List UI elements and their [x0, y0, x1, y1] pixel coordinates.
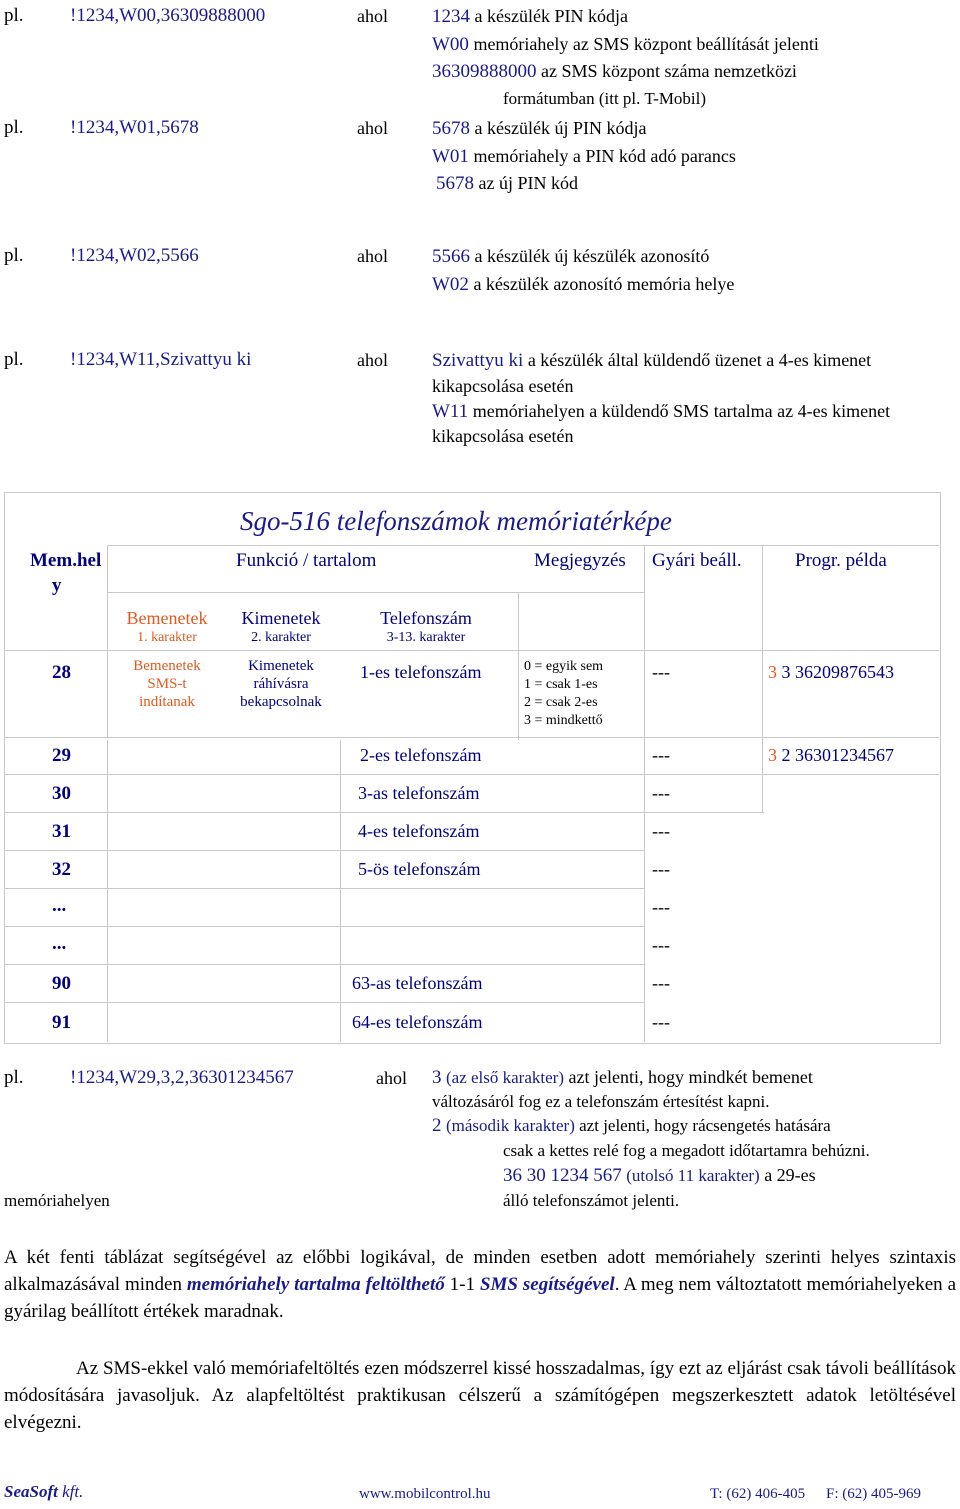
- megjegyzes-header: Megjegyzés: [534, 550, 626, 571]
- example-3-ahol: ahol: [357, 246, 388, 266]
- example-1-command: !1234,W00,36309888000: [70, 5, 266, 26]
- kimenetek-subheader: Kimenetek: [241, 608, 321, 628]
- memory-map-table: [4, 492, 941, 1044]
- row-28-note-1: 0 = egyik sem: [524, 659, 604, 674]
- row-gyari: ---: [652, 1012, 670, 1032]
- example-3-line-1: 5566 a készülék új készülék azonosító: [432, 246, 710, 267]
- example-5-line-1: 3 (az első karakter) azt jelenti, hogy mindkét bemenet: [432, 1067, 813, 1088]
- example-2-line-2: W01 memóriahely a PIN kód adó parancs: [432, 146, 736, 167]
- example-5-line-4: csak a kettes relé fog a megadott időtartamra behúzni.: [503, 1141, 870, 1160]
- example-5-line-5: 36 30 1234 567 (utolsó 11 karakter) a 29-es: [503, 1165, 816, 1186]
- row-tel: 2-es telefonszám: [360, 745, 482, 765]
- row-gyari: ---: [652, 973, 670, 993]
- row-gyari: ---: [652, 859, 670, 879]
- row-28-note-4: 3 = mindkettő: [524, 713, 603, 728]
- example-2-line-3: 5678 az új PIN kód: [436, 173, 578, 194]
- example-4-line-1: Szivattyu ki a készülék által küldendő üzenet a 4-es kimenet: [432, 350, 872, 371]
- row-divider: [4, 812, 764, 813]
- row-num: 29: [52, 745, 71, 766]
- col-divider: [107, 545, 108, 737]
- col-divider: [762, 545, 763, 813]
- example-5-line-6: álló telefonszámot jelenti.: [503, 1191, 680, 1210]
- col-divider: [340, 740, 341, 1042]
- row-divider: [4, 774, 939, 775]
- example-5-prefix: pl.: [4, 1067, 24, 1088]
- telefonszam-subheader: Telefonszám: [380, 608, 472, 628]
- funkcio-header: Funkció / tartalom: [236, 550, 377, 571]
- row-28-kim-3: bekapcsolnak: [240, 694, 322, 710]
- example-4-command: !1234,W11,Szivattyu ki: [70, 349, 252, 370]
- row-28-num: 28: [52, 662, 71, 683]
- row-divider: [4, 888, 644, 889]
- example-5-ahol: ahol: [376, 1068, 407, 1088]
- row-28-bem-1: Bemenetek: [133, 658, 201, 674]
- example-1-ahol: ahol: [357, 6, 388, 26]
- row-tel: 4-es telefonszám: [358, 821, 480, 841]
- row-gyari: ---: [652, 821, 670, 841]
- example-4-prefix: pl.: [4, 349, 24, 370]
- kimenetek-char: 2. karakter: [251, 630, 311, 645]
- col-divider: [107, 740, 108, 1042]
- row-divider: [4, 650, 939, 651]
- footer-fax: F: (62) 405-969: [826, 1486, 921, 1502]
- row-28-note-2: 1 = csak 1-es: [524, 677, 598, 692]
- paragraph-2: Az SMS-ekkel való memóriafeltöltés ezen módszerrel kissé hosszadalmas, így ezt az eljárást csak távoli beállítások módosítására javasoljuk. Az alapfeltöltést praktikusan célszerű a számítógépen megszerkesztett adatok letöltésével elvégezni.: [4, 1358, 956, 1433]
- col-divider: [518, 592, 519, 740]
- example-1-line-4: formátumban (itt pl. T-Mobil): [503, 89, 707, 108]
- example-1-line-2: W00 memóriahely az SMS központ beállítását jelenti: [432, 34, 819, 55]
- example-1-line-1: 1234 a készülék PIN kódja: [432, 6, 628, 27]
- row-divider: [4, 1002, 644, 1003]
- example-2-command: !1234,W01,5678: [70, 117, 199, 138]
- paragraph-1: A két fenti táblázat segítségével az előbbi logikával, de minden esetben adott memóriahely szerinti helyes szintaxis alkalmazásával minden memóriahely tartalma feltölthető 1-1 SMS segítségével. A meg nem változtatott memóriahelyeken a gyárilag beállított értékek maradnak.: [4, 1247, 957, 1322]
- example-4-line-2: kikapcsolása esetén: [432, 376, 574, 396]
- row-28-kim-1: Kimenetek: [248, 658, 314, 674]
- row-gyari: ---: [652, 745, 670, 765]
- example-3-line-2: W02 a készülék azonosító memória helye: [432, 274, 735, 295]
- example-5-line-3: 2 (második karakter) azt jelenti, hogy rácsengetés hatására: [432, 1115, 831, 1136]
- example-2-ahol: ahol: [357, 118, 388, 138]
- row-divider: [4, 850, 644, 851]
- row-28-prog: 3 3 36209876543: [768, 662, 894, 682]
- example-4-line-4: kikapcsolása esetén: [432, 426, 574, 446]
- example-1-prefix: pl.: [4, 5, 24, 26]
- row-divider: [4, 737, 939, 738]
- bemenetek-subheader: Bemenetek: [126, 608, 208, 628]
- row-prog: 3 2 36301234567: [768, 745, 894, 765]
- example-5-line-2: változásáról fog ez a telefonszám értesítést kapni.: [432, 1092, 770, 1111]
- table-title: Sgo-516 telefonszámok memóriatérképe: [240, 506, 672, 536]
- row-num: 91: [52, 1012, 71, 1033]
- row-tel: 3-as telefonszám: [358, 783, 480, 803]
- row-gyari: ---: [652, 783, 670, 803]
- row-tel: 5-ös telefonszám: [358, 859, 481, 879]
- row-divider: [4, 926, 644, 927]
- row-num: 30: [52, 783, 71, 804]
- row-num: ...: [52, 933, 67, 954]
- row-num: ...: [52, 895, 67, 916]
- example-1-line-3: 36309888000 az SMS központ száma nemzetközi: [432, 61, 797, 82]
- example-2-prefix: pl.: [4, 117, 24, 138]
- progr-header: Progr. példa: [795, 550, 887, 571]
- memhely-header: Mem.hel: [30, 550, 102, 571]
- example-2-line-1: 5678 a készülék új PIN kódja: [432, 118, 647, 139]
- footer-brand: SeaSoft kft.: [4, 1482, 84, 1501]
- footer-phone: T: (62) 406-405: [710, 1486, 806, 1502]
- row-num: 90: [52, 973, 71, 994]
- example-3-prefix: pl.: [4, 245, 24, 266]
- telefonszam-char: 3-13. karakter: [386, 630, 466, 645]
- row-28-bem-3: indítanak: [139, 694, 195, 710]
- row-divider: [107, 545, 939, 546]
- row-gyari: ---: [652, 935, 670, 955]
- example-5-memoriahelyen: memóriahelyen: [4, 1191, 110, 1210]
- gyari-header: Gyári beáll.: [652, 550, 742, 571]
- row-divider: [107, 592, 644, 593]
- col-divider: [644, 545, 645, 1042]
- row-28-note-3: 2 = csak 2-es: [524, 695, 598, 710]
- row-gyari: ---: [652, 897, 670, 917]
- bemenetek-char: 1. karakter: [137, 630, 197, 645]
- row-tel: 64-es telefonszám: [352, 1012, 483, 1032]
- row-divider: [4, 964, 644, 965]
- row-28-gyari: ---: [652, 662, 670, 682]
- memhely-header-2: y: [52, 575, 62, 596]
- row-tel: 63-as telefonszám: [352, 973, 483, 993]
- row-num: 31: [52, 821, 71, 842]
- example-4-line-3: W11 memóriahelyen a küldendő SMS tartalma az 4-es kimenet: [432, 401, 891, 422]
- example-3-command: !1234,W02,5566: [70, 245, 199, 266]
- footer-website[interactable]: www.mobilcontrol.hu: [359, 1486, 491, 1502]
- example-5-command: !1234,W29,3,2,36301234567: [70, 1067, 294, 1088]
- row-28-kim-2: ráhívásra: [253, 676, 309, 692]
- example-4-ahol: ahol: [357, 350, 388, 370]
- row-28-tel: 1-es telefonszám: [360, 662, 482, 682]
- row-28-bem-2: SMS-t: [147, 676, 187, 692]
- row-num: 32: [52, 859, 71, 880]
